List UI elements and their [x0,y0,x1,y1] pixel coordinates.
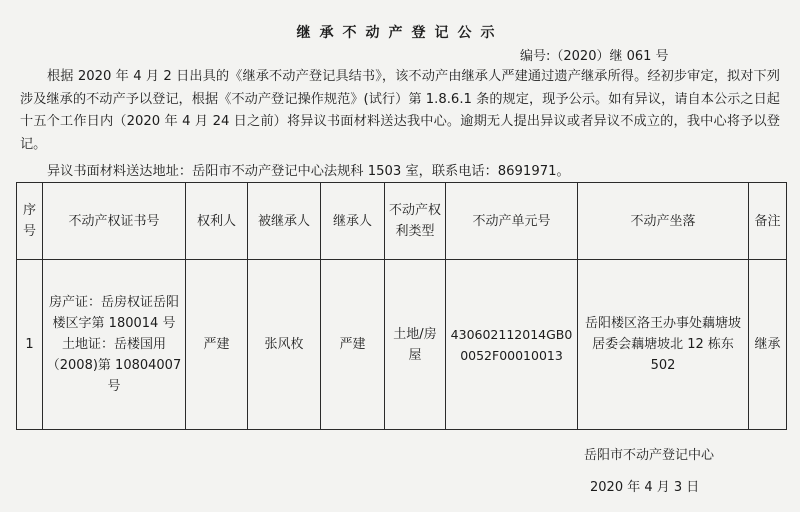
issuing-organization: 岳阳市不动产登记中心 [584,448,715,463]
cell-owner: 严建 [186,260,248,430]
header-location: 不动产坐落 [578,183,749,260]
cert-house: 房产证：岳房权证岳阳楼区字第 180014 号 [48,295,179,331]
cell-index: 1 [17,260,43,430]
header-cert: 不动产权证书号 [43,183,186,260]
header-deceased: 被继承人 [248,183,321,260]
cell-deceased: 张风枚 [248,260,321,430]
cell-location: 岳阳楼区洛王办事处藕塘坡居委会藕塘坡北 12 栋东 502 [578,260,749,430]
page-title: 继承不动产登记公示 [296,25,504,41]
cell-heir: 严建 [321,260,385,430]
cell-right-type: 土地/房屋 [385,260,446,430]
header-unit-no: 不动产单元号 [446,183,578,260]
table-header-row [17,183,787,260]
header-heir: 继承人 [321,183,385,260]
document-number: 编号:（2020）继 061 号 [520,49,669,64]
table-row [17,260,787,430]
cell-cert [43,260,186,430]
header-owner: 权利人 [186,183,248,260]
notice-paragraph: 根据 2020 年 4 月 2 日出具的《继承不动产登记具结书》，该不动产由继承人严建通过遗产继承所得。经初步审定，拟对下列涉及继承的不动产予以登记，根据《不动产登记操作规范》(试行）第 1.8.6.1 条的规定，现予公示。如有异议，请自本公示之日起十五个工作日内（2020 年 4 月 24 日之前）将异议书面材料送达我中心。逾期无人提出异议或者异议不成立的，我中心将予以登记。 [20,69,780,152]
cell-remark: 继承 [749,260,787,430]
issue-date: 2020 年 4 月 3 日 [590,480,700,495]
header-right-type: 不动产权利类型 [385,183,446,260]
header-remark: 备注 [749,183,787,260]
registration-table [16,182,787,430]
cell-unit-no: 430602112014GB00052F00010013 [446,260,578,430]
objection-address: 异议书面材料送达地址：岳阳市不动产登记中心法规科 1503 室，联系电话：8691971。 [47,164,570,179]
cert-land: 土地证：岳楼国用（2008)第 10804007 号 [46,337,182,394]
header-index: 序号 [17,183,43,260]
